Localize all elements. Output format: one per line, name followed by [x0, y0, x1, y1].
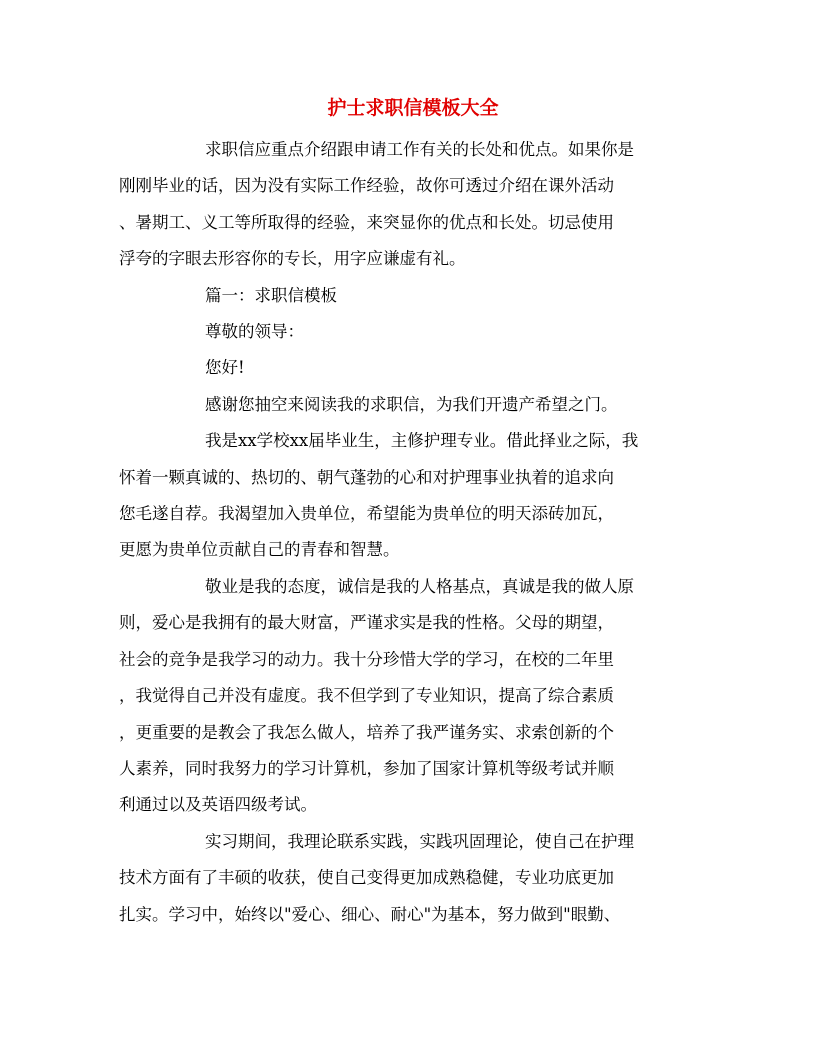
section-heading: 篇一：求职信模板	[205, 285, 337, 305]
internship-paragraph	[119, 824, 697, 933]
paragraph-line: 更愿为贵单位贡献自己的青春和智慧。	[119, 540, 400, 560]
paragraph-line: 则，爱心是我拥有的最大财富，严谨求实是我的性格。父母的期望，	[119, 613, 614, 633]
paragraph-line: ，我觉得自己并没有虚度。我不但学到了专业知识，提高了综合素质	[119, 686, 614, 706]
intro-line: 、暑期工、义工等所取得的经验，来突显你的优点和长处。切忌使用	[119, 212, 614, 232]
paragraph-line: 社会的竞争是我学习的动力。我十分珍惜大学的学习，在校的二年里	[119, 649, 614, 669]
intro-line: 浮夸的字眼去形容你的专长，用字应谦虚有礼。	[119, 249, 466, 269]
paragraph-line: 技术方面有了丰硕的收获，使自己变得更加成熟稳健，专业功底更加	[119, 868, 614, 888]
self-introduction-paragraph	[119, 423, 697, 569]
paragraph-line: 人素养，同时我努力的学习计算机，参加了国家计算机等级考试并顺	[119, 758, 614, 778]
thanks-paragraph: 感谢您抽空来阅读我的求职信，为我们开遗产希望之门。	[205, 394, 618, 414]
salutation: 尊敬的领导：	[205, 322, 304, 342]
intro-line: 刚刚毕业的话，因为没有实际工作经验，故你可透过介绍在课外活动	[119, 176, 614, 196]
document-title: 护士求职信模板大全	[327, 97, 499, 119]
paragraph-line: 扎实。学习中，始终以"爱心、细心、耐心"为基本，努力做到"眼勤、	[119, 904, 621, 924]
paragraph-line: 我是xx学校xx届毕业生，主修护理专业。借此择业之际，我	[205, 431, 639, 451]
paragraph-line: 您毛遂自荐。我渴望加入贵单位，希望能为贵单位的明天添砖加瓦，	[119, 504, 614, 524]
greeting: 您好!	[205, 358, 245, 378]
intro-line: 求职信应重点介绍跟申请工作有关的长处和优点。如果你是	[205, 140, 634, 159]
paragraph-line: 实习期间，我理论联系实践，实践巩固理论，使自己在护理	[205, 831, 634, 851]
paragraph-line: 敬业是我的态度，诚信是我的人格基点，真诚是我的做人原	[205, 576, 634, 596]
paragraph-line: 怀着一颗真诚的、热切的、朝气蓬勃的心和对护理事业执着的追求向	[119, 467, 614, 487]
paragraph-line: 利通过以及英语四级考试。	[119, 795, 317, 815]
document-body	[119, 92, 697, 933]
intro-paragraph	[119, 132, 697, 278]
paragraph-line: ，更重要的是教会了我怎么做人，培养了我严谨务实、求索创新的个	[119, 722, 614, 742]
character-paragraph	[119, 569, 697, 824]
